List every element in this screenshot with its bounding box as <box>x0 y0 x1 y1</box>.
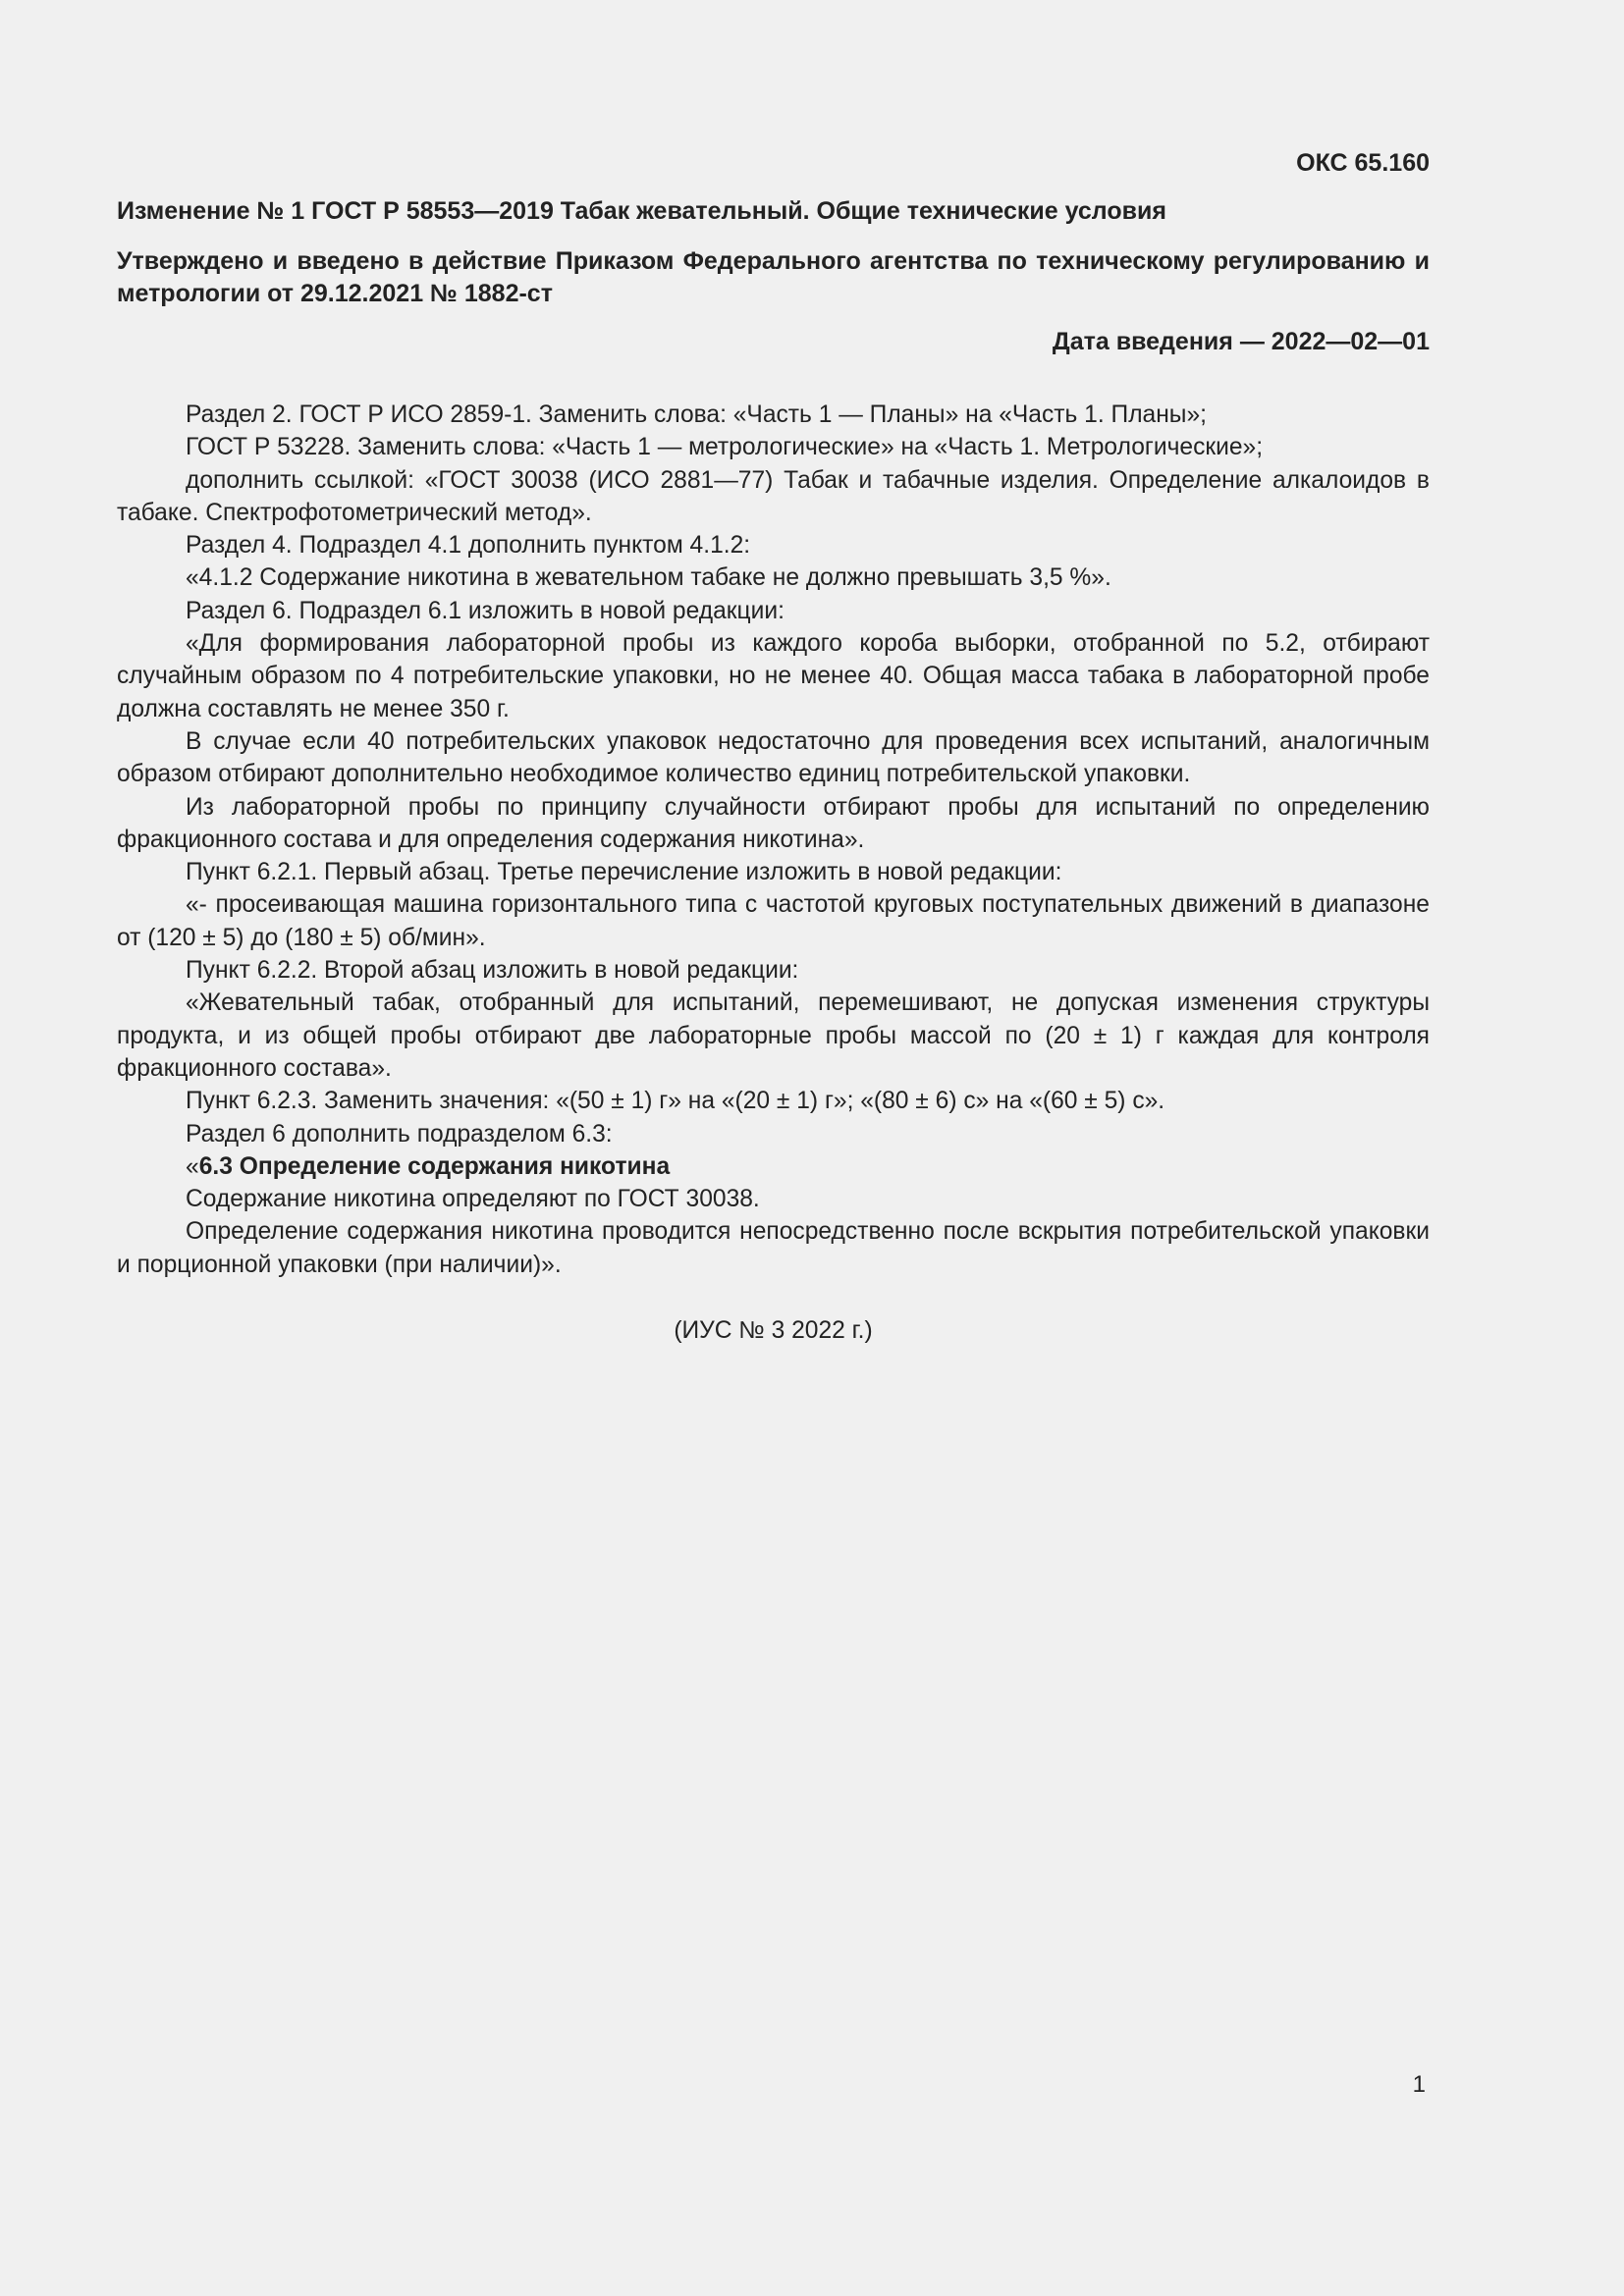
paragraph: Раздел 4. Подраздел 4.1 дополнить пунктом 4.1.2: <box>186 532 751 560</box>
paragraph: Определение содержания никотина проводится непосредственно после вскрытия потребительской упаковки и порционной упаковки (при наличии)». <box>117 1218 1430 1278</box>
paragraph: ГОСТ Р 53228. Заменить слова: «Часть 1 — метрологические» на «Часть 1. Метрологические»; <box>186 434 1264 461</box>
page-number: 1 <box>1412 2071 1426 2098</box>
approval-statement: Утверждено и введено в действие Приказом Федерального агентства по техническому регулированию и метрологии от 29.12.2021 № 1882-ст <box>117 247 1430 307</box>
paragraph: «Для формирования лабораторной пробы из каждого короба выборки, отобранной по 5.2, отбирают случайным образом по 4 потребительские упаковки, но не менее 40. Общая масса табака в лабораторной пробе должна составлять не менее 350 г. <box>117 630 1430 722</box>
paragraph: Пункт 6.2.2. Второй абзац изложить в новой редакции: <box>186 957 799 985</box>
paragraph: «- просеивающая машина горизонтального типа с частотой круговых поступательных движений в диапазоне от (120 ± 5) до (180 ± 5) об/мин». <box>117 891 1430 951</box>
section-title: 6.3 Определение содержания никотина <box>198 1152 671 1180</box>
document-title: Изменение № 1 ГОСТ Р 58553—2019 Табак жевательный. Общие технические условия <box>117 197 1166 225</box>
paragraph: Раздел 6 дополнить подразделом 6.3: <box>186 1120 613 1148</box>
paragraph: В случае если 40 потребительских упаковок недостаточно для проведения всех испытаний, аналогичным образом отбирают дополнительно необходимое количество единиц потребительской упаковки. <box>117 727 1430 788</box>
paragraph: дополнить ссылкой: «ГОСТ 30038 (ИСО 2881—77) Табак и табачные изделия. Определение алкалоидов в табаке. Спектрофотометрический метод». <box>117 466 1430 526</box>
paragraph: Из лабораторной пробы по принципу случайности отбирают пробы для испытаний по определению фракционного состава и для определения содержания никотина». <box>117 793 1430 853</box>
paragraph: «4.1.2 Содержание никотина в жевательном табаке не должно превышать 3,5 %». <box>186 564 1111 592</box>
paragraph: Пункт 6.2.3. Заменить значения: «(50 ± 1) г» на «(20 ± 1) г»; «(80 ± 6) с» на «(60 ± 5) с». <box>186 1088 1165 1115</box>
section-quote: « <box>186 1152 199 1180</box>
paragraph: Пункт 6.2.1. Первый абзац. Третье перечисление изложить в новой редакции: <box>186 859 1062 886</box>
section-heading <box>117 1150 1430 1183</box>
paragraph: «Жевательный табак, отобранный для испытаний, перемешивают, не допуская изменения структуры продукта, и из общей пробы отбирают две лабораторные пробы массой по (20 ± 1) г каждая для контроля фракционного состава». <box>117 989 1430 1082</box>
effective-date: Дата введения — 2022—02—01 <box>1052 328 1430 355</box>
oks-code: ОКС 65.160 <box>1296 149 1430 177</box>
ius-reference: (ИУС № 3 2022 г.) <box>674 1317 873 1344</box>
document-body <box>117 399 1430 1281</box>
paragraph: Раздел 6. Подраздел 6.1 изложить в новой редакции: <box>186 597 785 624</box>
paragraph: Раздел 2. ГОСТ Р ИСО 2859-1. Заменить слова: «Часть 1 — Планы» на «Часть 1. Планы»; <box>186 401 1207 428</box>
paragraph: Содержание никотина определяют по ГОСТ 30038. <box>186 1186 760 1213</box>
